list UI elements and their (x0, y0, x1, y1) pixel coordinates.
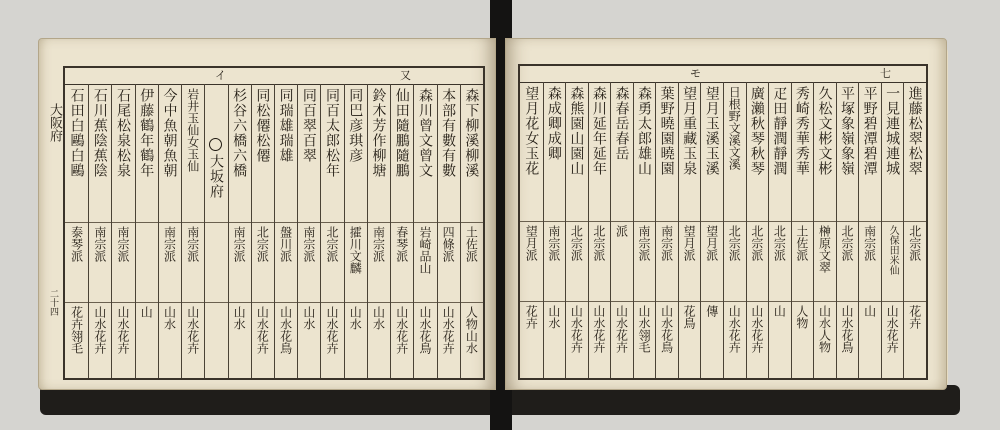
cell-name (903, 86, 926, 219)
entry-school: 北宗派 (591, 225, 606, 262)
column-divider (633, 82, 634, 378)
cell-subject (903, 305, 926, 376)
entry-subject: 山水花鳥 (278, 305, 293, 354)
table-column (565, 82, 588, 378)
column-divider (881, 82, 882, 378)
table-column (135, 84, 158, 378)
cell-name (274, 88, 297, 220)
entry-school: 攉川文麟 (348, 226, 363, 275)
cell-name (135, 88, 158, 220)
table-column (228, 84, 251, 378)
table-column (723, 82, 746, 378)
entry-name: 鈴木芳作柳塘 (370, 88, 387, 178)
column-divider (723, 82, 724, 378)
entry-school: 南宗派 (116, 226, 131, 263)
entry-name: 同瑞雄瑞雄 (277, 88, 294, 163)
entry-subject: 山水 (546, 305, 561, 330)
entry-subject: 人物 (794, 305, 809, 330)
entry-school: 派 (614, 225, 629, 238)
entry-school: 望月派 (704, 225, 719, 262)
cell-subject (390, 306, 413, 376)
entry-subject: 山水人物 (817, 305, 832, 354)
entry-name: 石尾松泉松泉 (115, 88, 132, 178)
column-divider (297, 84, 298, 378)
entry-subject: 山水花卉 (614, 305, 629, 354)
entry-subject: 山 (772, 305, 787, 318)
entry-school: 北宗派 (255, 226, 270, 263)
cell-name (65, 88, 88, 220)
cell-subject (413, 306, 436, 376)
table-column (881, 82, 904, 378)
table-column (158, 84, 181, 378)
entry-school: 盤川派 (278, 226, 293, 263)
cell-name (88, 88, 111, 220)
column-divider (437, 84, 438, 378)
entry-name: 望月重藏玉泉 (681, 86, 698, 176)
entry-name: 大坂府 (207, 154, 224, 199)
entry-school: 北宗派 (727, 225, 742, 262)
entry-school: 岩崎品山 (417, 226, 432, 275)
cell-name (858, 86, 881, 219)
cell-subject (320, 306, 343, 376)
cell-subject (543, 305, 566, 376)
left-page (38, 38, 496, 390)
column-divider (678, 82, 679, 378)
entry-school: 北宗派 (907, 225, 922, 262)
cell-subject (565, 305, 588, 376)
cell-name (565, 86, 588, 219)
column-divider (858, 82, 859, 378)
cell-name (813, 86, 836, 219)
entry-subject: 山水花鳥 (840, 305, 855, 354)
entry-name: 望月玉溪玉溪 (703, 86, 720, 176)
left-page-frame (63, 66, 485, 380)
entry-name: 同百太郎松年 (324, 88, 341, 178)
cell-name (610, 86, 633, 219)
entry-subject: 山水 (371, 305, 386, 330)
entry-name: 森川延年延年 (590, 86, 607, 176)
table-column (588, 82, 611, 378)
cell-school (791, 225, 814, 299)
entry-name: 森勇太郎雄山 (636, 86, 653, 176)
cell-school (588, 225, 611, 299)
entry-subject: 山 (862, 305, 877, 318)
column-divider (791, 82, 792, 378)
column-divider (158, 84, 159, 378)
entry-subject: 山水花卉 (727, 305, 742, 354)
entry-subject: 山 (139, 305, 154, 318)
entry-name: 秀崎秀華秀華 (793, 86, 810, 176)
entry-school: 四條派 (441, 226, 456, 263)
cell-name (158, 88, 181, 220)
entry-subject: 花卉翎毛 (69, 305, 84, 354)
cell-school (836, 225, 859, 299)
cell-school (700, 225, 723, 299)
entry-name: 伊藤鶴年鶴年 (138, 88, 155, 178)
entry-name: 一見連城連城 (884, 86, 901, 176)
column-divider (181, 84, 182, 378)
cell-school (678, 225, 701, 299)
table-column (520, 82, 543, 378)
entry-subject: 花卉 (907, 305, 922, 330)
right-page-frame (518, 64, 928, 380)
cell-name (390, 88, 413, 220)
cell-subject (111, 306, 134, 376)
cell-school (158, 226, 181, 299)
column-divider (836, 82, 837, 378)
entry-school: 望月派 (682, 225, 697, 262)
cell-name (723, 86, 746, 219)
entry-subject: 山水 (301, 305, 316, 330)
cell-name (881, 86, 904, 219)
table-column (181, 84, 204, 378)
table-column (65, 84, 88, 378)
entry-school: 望月派 (524, 225, 539, 262)
cell-subject (858, 305, 881, 376)
cell-school (390, 226, 413, 299)
cell-subject (297, 306, 320, 376)
entry-name: 疋田靜潤靜潤 (771, 86, 788, 176)
entry-school: 久保田米仙 (887, 225, 899, 276)
column-divider (390, 84, 391, 378)
table-column (610, 82, 633, 378)
entry-school: 榊原文翠 (817, 225, 832, 274)
entry-subject: 傳 (704, 305, 719, 318)
entry-subject: 山水花卉 (116, 305, 131, 354)
entry-school: 北宗派 (772, 225, 787, 262)
cell-name (437, 88, 460, 220)
column-divider (700, 82, 701, 378)
column-divider (320, 84, 321, 378)
cell-school (251, 226, 274, 299)
entry-school: 土佐派 (464, 226, 479, 263)
cell-school (633, 225, 656, 299)
entry-subject: 山水翎毛 (637, 305, 652, 354)
table-column (543, 82, 566, 378)
table-column (274, 84, 297, 378)
entry-school: 南宗派 (637, 225, 652, 262)
cell-subject (204, 306, 227, 376)
column-divider (655, 82, 656, 378)
entry-school: 南宗派 (185, 226, 200, 263)
cell-name (320, 88, 343, 220)
entry-name: 平塚象嶺象嶺 (839, 86, 856, 176)
table-column (633, 82, 656, 378)
table-column (813, 82, 836, 378)
entry-name: 森春岳春岳 (613, 86, 630, 161)
entry-name: 森成卿成卿 (545, 86, 562, 161)
circle-mark-icon (209, 138, 222, 151)
column-divider (88, 84, 89, 378)
table-column (768, 82, 791, 378)
cell-school (543, 225, 566, 299)
entry-name: 今中魚朝魚朝 (161, 88, 178, 178)
left-side-label: 大阪府 (47, 103, 62, 142)
column-divider (204, 84, 205, 378)
entry-school: 南宗派 (301, 226, 316, 263)
cell-subject (655, 305, 678, 376)
entry-name: 同巴彦琪彦 (347, 88, 364, 163)
cell-school (858, 225, 881, 299)
cell-school (274, 226, 297, 299)
column-divider (543, 82, 544, 378)
column-divider (251, 84, 252, 378)
cell-school (413, 226, 436, 299)
table-column (111, 84, 134, 378)
cell-subject (65, 306, 88, 376)
entry-school: 春琴派 (394, 226, 409, 263)
entry-name: 石川蕉陰蕉陰 (91, 88, 108, 178)
table-column (836, 82, 859, 378)
cell-school (610, 225, 633, 299)
cell-name (836, 86, 859, 219)
cell-subject (460, 306, 483, 376)
cell-subject (768, 305, 791, 376)
cell-name (251, 88, 274, 220)
cell-school (65, 226, 88, 299)
entry-school: 北宗派 (325, 226, 340, 263)
cell-name (204, 88, 227, 220)
entry-school: 南宗派 (162, 226, 177, 263)
entry-school: 南宗派 (232, 226, 247, 263)
cell-name (588, 86, 611, 219)
column-divider (274, 84, 275, 378)
cell-name (460, 88, 483, 220)
column-divider (813, 82, 814, 378)
entry-school: 南宗派 (546, 225, 561, 262)
column-divider (565, 82, 566, 378)
cell-name (367, 88, 390, 220)
cell-name (520, 86, 543, 219)
entry-school: 泰琴派 (69, 226, 84, 263)
cell-school (881, 225, 904, 299)
table-column (437, 84, 460, 378)
entry-subject: 山水 (348, 305, 363, 330)
table-column (700, 82, 723, 378)
table-column (204, 84, 227, 378)
cell-subject (181, 306, 204, 376)
cell-name (655, 86, 678, 219)
entry-name: 森熊園山園山 (568, 86, 585, 176)
cell-subject (678, 305, 701, 376)
cell-school (460, 226, 483, 299)
cell-school (111, 226, 134, 299)
column-divider (367, 84, 368, 378)
entry-name: 同松僊松僊 (254, 88, 271, 163)
cell-name (344, 88, 367, 220)
cell-subject (700, 305, 723, 376)
cell-subject (791, 305, 814, 376)
entry-subject: 山水花卉 (185, 305, 200, 354)
cell-subject (344, 306, 367, 376)
table-column (367, 84, 390, 378)
entry-subject: 山水 (162, 305, 177, 330)
cell-school (88, 226, 111, 299)
cell-name (543, 86, 566, 219)
entry-subject: 花鳥 (682, 305, 697, 330)
table-column (460, 84, 483, 378)
entry-subject: 山水花卉 (394, 305, 409, 354)
column-divider (610, 82, 611, 378)
right-page (505, 38, 947, 390)
entry-name: 望月花女玉花 (523, 86, 540, 176)
entry-school: 南宗派 (371, 226, 386, 263)
cell-school (135, 226, 158, 299)
cell-school (297, 226, 320, 299)
entry-name: 同百翠百翠 (300, 88, 317, 163)
entry-subject: 山水花卉 (325, 305, 340, 354)
cell-subject (588, 305, 611, 376)
column-divider (111, 84, 112, 378)
cell-name (746, 86, 769, 219)
right-page-number: 七 (880, 67, 891, 80)
cell-school (204, 226, 227, 299)
column-divider (903, 82, 904, 378)
entry-name: 久松文彬文彬 (816, 86, 833, 176)
entry-subject: 人物山水 (464, 305, 479, 354)
table-column (320, 84, 343, 378)
table-column (413, 84, 436, 378)
entry-school: 土佐派 (794, 225, 809, 262)
entry-name: 石田白鷗白鷗 (68, 88, 85, 178)
table-column (655, 82, 678, 378)
entry-subject: 山水花鳥 (659, 305, 674, 354)
cell-school (813, 225, 836, 299)
cell-subject (367, 306, 390, 376)
entry-subject: 山水花卉 (569, 305, 584, 354)
entry-name: 岩井玉仙女玉仙 (185, 88, 200, 172)
cell-name (228, 88, 251, 220)
cell-school (746, 225, 769, 299)
column-divider (746, 82, 747, 378)
entry-subject: 山水花卉 (885, 305, 900, 354)
column-divider (588, 82, 589, 378)
cell-subject (437, 306, 460, 376)
cell-name (111, 88, 134, 220)
cell-subject (836, 305, 859, 376)
cell-school (437, 226, 460, 299)
right-header-row (520, 66, 926, 83)
right-page-number-2: モ (690, 67, 701, 80)
table-column (791, 82, 814, 378)
cell-school (367, 226, 390, 299)
cell-school (723, 225, 746, 299)
cell-name (633, 86, 656, 219)
cell-subject (88, 306, 111, 376)
cell-name (181, 88, 204, 220)
cell-name (678, 86, 701, 219)
entry-school: 南宗派 (659, 225, 674, 262)
cell-school (565, 225, 588, 299)
cell-school (344, 226, 367, 299)
cell-school (768, 225, 791, 299)
left-header-row (65, 68, 483, 85)
entry-name: 仙田隨鵬隨鵬 (393, 88, 410, 178)
left-folio: 二十四 (48, 289, 58, 316)
cell-subject (723, 305, 746, 376)
entry-subject: 花卉 (524, 305, 539, 330)
cell-school (903, 225, 926, 299)
entry-name: 杉谷六橋六橋 (231, 88, 248, 178)
entry-school: 北宗派 (840, 225, 855, 262)
cell-name (768, 86, 791, 219)
cell-name (700, 86, 723, 219)
entry-subject: 山水花卉 (441, 305, 456, 354)
cell-school (320, 226, 343, 299)
cell-subject (135, 306, 158, 376)
column-divider (768, 82, 769, 378)
cell-school (520, 225, 543, 299)
table-column (344, 84, 367, 378)
entry-name: 森下柳溪柳溪 (463, 88, 480, 178)
column-divider (228, 84, 229, 378)
cell-subject (633, 305, 656, 376)
cell-school (181, 226, 204, 299)
column-divider (344, 84, 345, 378)
table-column (88, 84, 111, 378)
entry-subject: 山水 (232, 305, 247, 330)
table-column (297, 84, 320, 378)
column-divider (460, 84, 461, 378)
cell-subject (274, 306, 297, 376)
cell-subject (158, 306, 181, 376)
cell-subject (251, 306, 274, 376)
entry-name: 日根野文溪文溪 (727, 86, 742, 170)
cell-name (791, 86, 814, 219)
entry-subject: 山水花卉 (92, 305, 107, 354)
cell-name (413, 88, 436, 220)
entry-school: 南宗派 (92, 226, 107, 263)
entry-subject: 山水花卉 (749, 305, 764, 354)
entry-name: 進藤松翠松翠 (906, 86, 923, 176)
entry-school: 南宗派 (862, 225, 877, 262)
column-divider (135, 84, 136, 378)
table-column (251, 84, 274, 378)
table-column (858, 82, 881, 378)
table-column (746, 82, 769, 378)
cell-name (297, 88, 320, 220)
cell-school (655, 225, 678, 299)
entry-subject: 山水花鳥 (417, 305, 432, 354)
entry-subject: 山水花卉 (591, 305, 606, 354)
entry-school: 北宗派 (749, 225, 764, 262)
table-column (903, 82, 926, 378)
entry-name: 廣瀨秋琴秋琴 (748, 86, 765, 176)
cell-subject (746, 305, 769, 376)
table-column (390, 84, 413, 378)
left-page-number: イ (215, 69, 226, 82)
entry-name: 葉野曉園曉園 (658, 86, 675, 176)
cell-school (228, 226, 251, 299)
cell-subject (228, 306, 251, 376)
cell-subject (813, 305, 836, 376)
table-column (678, 82, 701, 378)
cell-subject (520, 305, 543, 376)
column-divider (413, 84, 414, 378)
cell-subject (610, 305, 633, 376)
cell-subject (881, 305, 904, 376)
entry-school: 北宗派 (569, 225, 584, 262)
entry-name: 森川曾文曾文 (416, 88, 433, 178)
entry-name: 平野碧潭碧潭 (861, 86, 878, 176)
entry-subject: 山水花卉 (255, 305, 270, 354)
entry-name: 本部有數有數 (440, 88, 457, 178)
left-page-number-2: 又 (400, 69, 411, 82)
